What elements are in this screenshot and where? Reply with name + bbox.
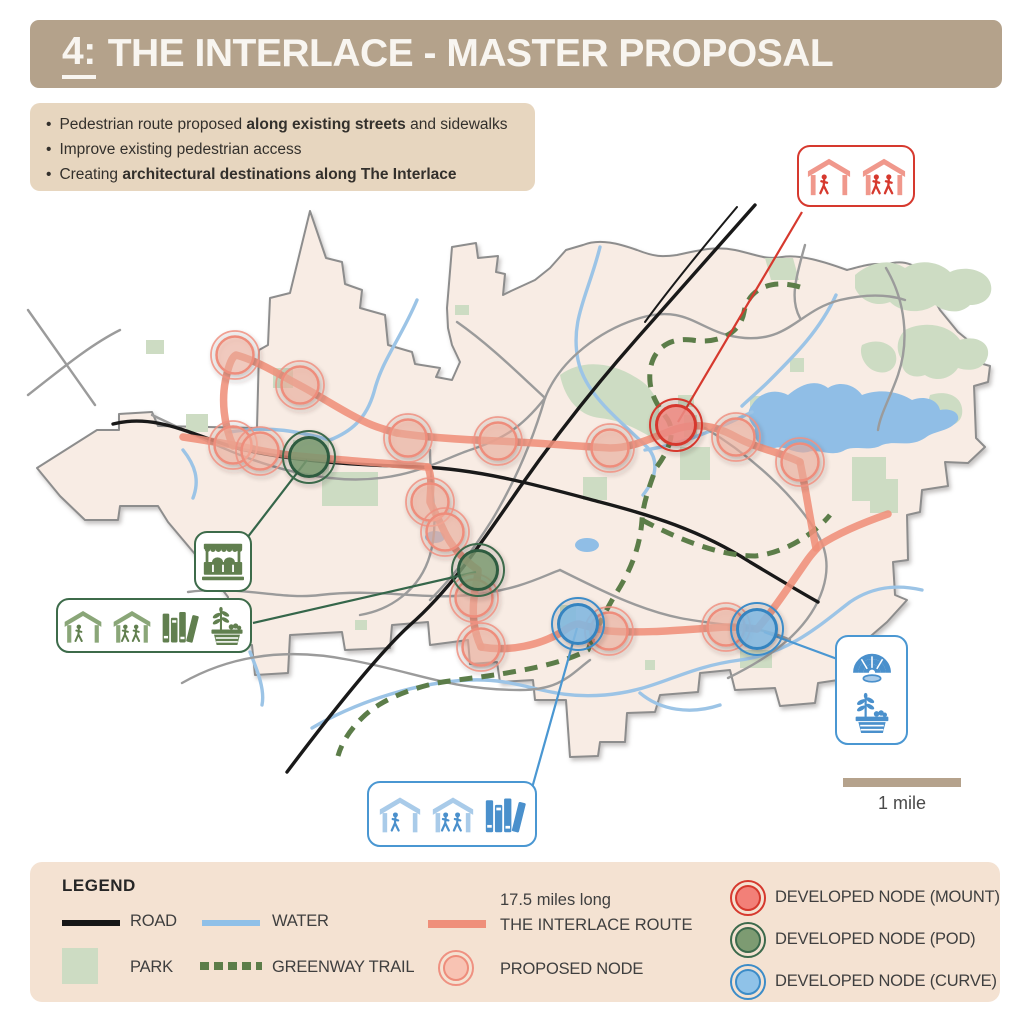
intro-notes bbox=[30, 103, 535, 191]
legend-proposed-label: PROPOSED NODE bbox=[500, 960, 644, 978]
books-icon bbox=[484, 793, 526, 835]
developed-node-mount bbox=[650, 399, 702, 451]
shelter-one-person-icon bbox=[378, 793, 422, 835]
books-icon bbox=[161, 607, 199, 645]
legend-water-label: WATER bbox=[272, 912, 329, 930]
shelter-two-people-icon bbox=[431, 793, 475, 835]
market-stand-icon bbox=[201, 541, 245, 583]
developed-node-pod bbox=[452, 544, 504, 596]
title-bar bbox=[30, 20, 1002, 88]
mount-node-swatch bbox=[730, 880, 766, 916]
road-swatch bbox=[62, 920, 120, 926]
planter-icon bbox=[852, 692, 892, 734]
callout-pod-kiosk bbox=[194, 531, 252, 592]
developed-node-curve bbox=[552, 598, 604, 650]
shelter-one-person-icon bbox=[63, 607, 103, 645]
bullet-marker: • bbox=[46, 116, 52, 133]
route-name-label: THE INTERLACE ROUTE bbox=[500, 916, 693, 934]
route-length-label: 17.5 miles long bbox=[500, 891, 611, 909]
scale-bar bbox=[843, 778, 961, 813]
legend-title: LEGEND bbox=[62, 876, 136, 895]
scale-label: 1 mile bbox=[877, 793, 927, 813]
callout-pod-main bbox=[56, 598, 252, 653]
bullet-marker: • bbox=[46, 166, 52, 183]
callout-curve-east bbox=[835, 635, 908, 745]
legend-curve-label: DEVELOPED NODE (CURVE) bbox=[775, 972, 997, 990]
legend-route-label bbox=[500, 888, 693, 938]
legend-greenway-label: GREENWAY TRAIL bbox=[272, 958, 415, 976]
proposed-node bbox=[384, 414, 432, 462]
legend-park-label: PARK bbox=[130, 958, 173, 976]
proposed-node bbox=[236, 427, 284, 475]
proposed-node bbox=[586, 424, 634, 472]
water-swatch bbox=[202, 920, 260, 926]
shelter-one-person-icon bbox=[806, 154, 852, 198]
bullet-marker: • bbox=[46, 141, 52, 158]
shelter-two-people-icon bbox=[112, 607, 152, 645]
developed-node-pod bbox=[283, 431, 335, 483]
page-title: THE INTERLACE - MASTER PROPOSAL bbox=[107, 32, 834, 75]
proposed-node bbox=[211, 331, 259, 379]
bullet-item: • Improve existing pedestrian access bbox=[46, 137, 519, 162]
proposed-node bbox=[276, 361, 324, 409]
amphitheater-icon bbox=[849, 646, 895, 686]
proposed-node-swatch bbox=[438, 950, 474, 986]
legend-mount-label: DEVELOPED NODE (MOUNT) bbox=[775, 888, 1000, 906]
interlace-route-swatch bbox=[428, 920, 486, 928]
legend-panel bbox=[30, 862, 1000, 1002]
bullet-item: • Pedestrian route proposed along existing streets and sidewalks bbox=[46, 112, 519, 137]
callout-mount bbox=[797, 145, 915, 207]
greenway-swatch bbox=[200, 962, 262, 970]
legend-road-label: ROAD bbox=[130, 912, 177, 930]
proposed-node bbox=[457, 623, 505, 671]
proposed-node bbox=[474, 417, 522, 465]
legend-pod-label: DEVELOPED NODE (POD) bbox=[775, 930, 976, 948]
bullet-item: • Creating architectural destinations along The Interlace bbox=[46, 162, 519, 187]
shelter-two-people-icon bbox=[861, 154, 907, 198]
curve-node-swatch bbox=[730, 964, 766, 1000]
proposed-node bbox=[776, 438, 824, 486]
callout-curve-south bbox=[367, 781, 537, 847]
proposed-node bbox=[712, 413, 760, 461]
pod-node-swatch bbox=[730, 922, 766, 958]
developed-node-curve bbox=[731, 603, 783, 655]
slide-number: 4: bbox=[62, 30, 96, 79]
park-swatch bbox=[62, 948, 98, 984]
planter-icon bbox=[208, 606, 246, 646]
